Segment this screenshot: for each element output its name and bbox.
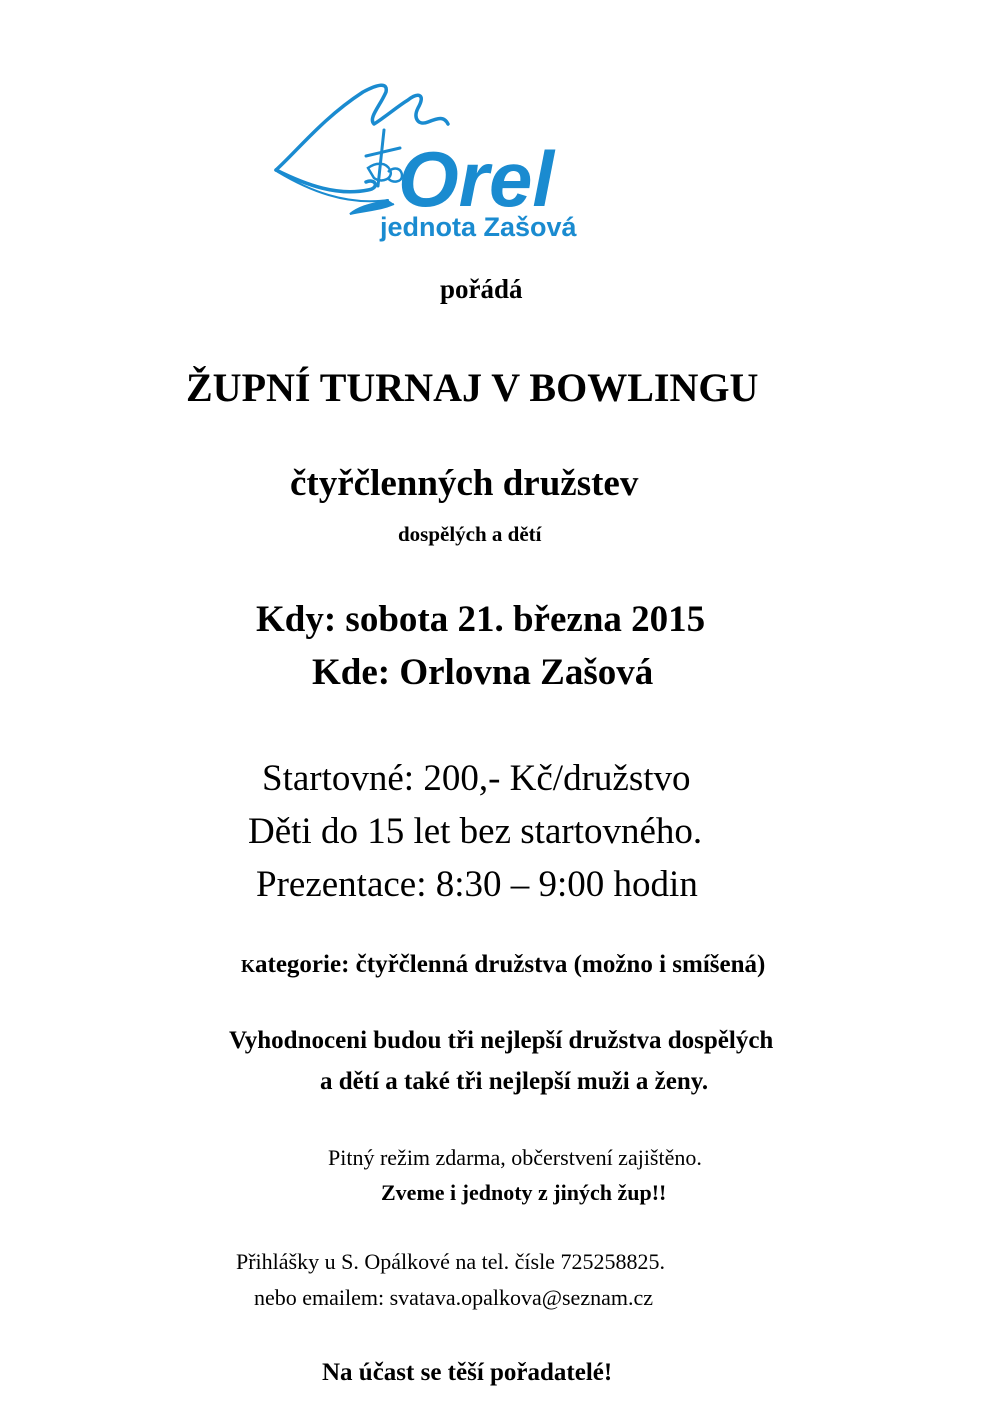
closing-line: Na účast se těší pořadatelé! — [322, 1359, 613, 1386]
event-date: Kdy: sobota 21. března 2015 — [256, 599, 706, 640]
subtitle: čtyřčlenných družstev — [290, 463, 639, 504]
registration-email: nebo emailem: svatava.opalkova@seznam.cz — [254, 1285, 653, 1310]
drinks-note: Pitný režim zdarma, občerstvení zajištěno. — [328, 1145, 702, 1170]
logo-subtitle: jednota Zašová — [380, 212, 577, 242]
fee-line-3: Prezentace: 8:30 – 9:00 hodin — [256, 864, 698, 905]
subtitle-small: dospělých a dětí — [398, 522, 542, 546]
evaluation-line-1: Vyhodnoceni budou tři nejlepší družstva dospělých — [229, 1027, 774, 1054]
event-location: Kde: Orlovna Zašová — [312, 652, 654, 693]
category-line — [241, 952, 765, 977]
category-text: ategorie: čtyřčlenná družstva (možno i smíšená) — [255, 951, 766, 978]
registration-phone: Přihlášky u S. Opálkové na tel. čísle 725258825. — [236, 1249, 665, 1274]
fee-line-1: Startovné: 200,- Kč/družstvo — [262, 758, 691, 799]
fee-line-2: Děti do 15 let bez startovného. — [248, 811, 703, 852]
evaluation-line-2: a dětí a také tři nejlepší muži a ženy. — [320, 1068, 709, 1095]
logo-wordmark: Orel — [398, 135, 555, 223]
organizer-line: pořádá — [440, 274, 523, 304]
page-title: ŽUPNÍ TURNAJ V BOWLINGU — [186, 365, 759, 410]
invite-note: Zveme i jednoty z jiných žup!! — [381, 1180, 667, 1205]
category-initial: K — [241, 956, 256, 976]
